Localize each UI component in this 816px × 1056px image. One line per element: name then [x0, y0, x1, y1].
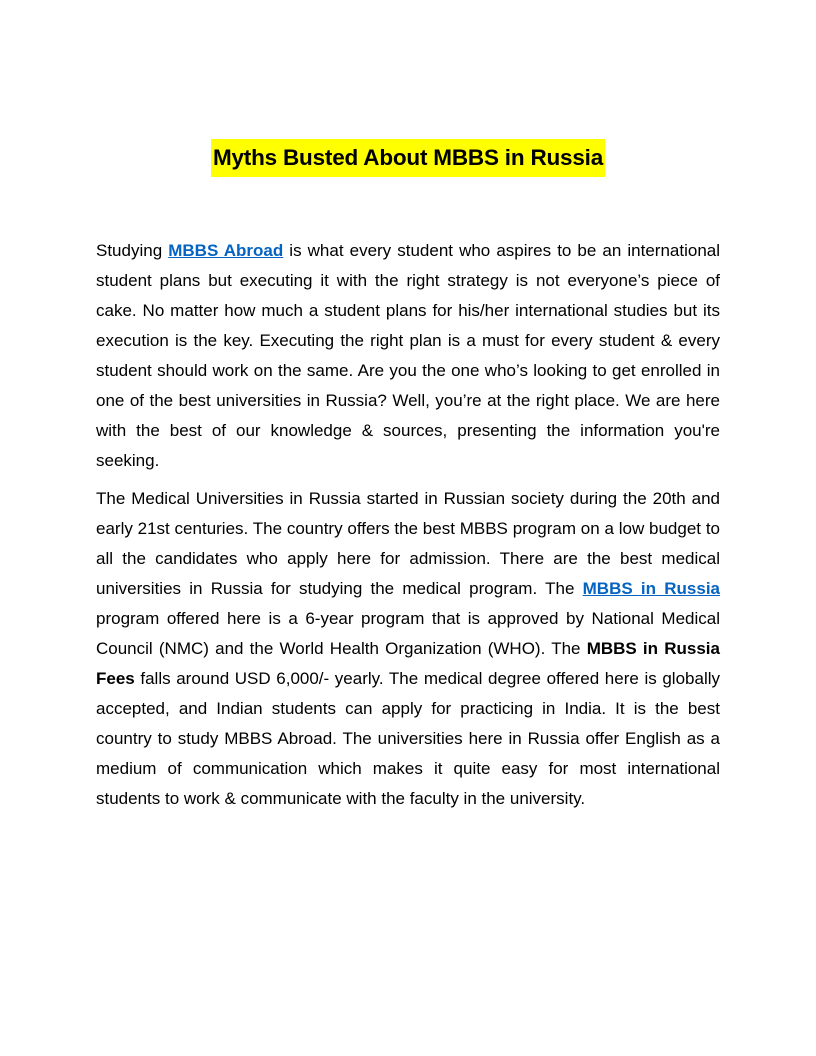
mbbs-in-russia-link[interactable]: MBBS in Russia	[582, 579, 720, 598]
paragraph-intro-text-start: Studying	[96, 241, 169, 260]
paragraph-universities-text-start: The Medical Universities in Russia started in Russian society during the 20th and early 21st centuries. The country offers the best MBBS program on a low budget to all the candidates who apply here for admission. There are the best medical universities in Russia for studying the medical program. The	[96, 489, 720, 598]
paragraph-intro	[96, 236, 720, 476]
paragraph-universities-text-end: falls around USD 6,000/- yearly. The medical degree offered here is globally accepted, and Indian students can apply for practicing in India. It is the best country to study MBBS Abroad. The universities here in Russia offer English as a medium of communication which makes it quite easy for most international students to work & communicate with the faculty in the university.	[96, 669, 720, 808]
page-title: Myths Busted About MBBS in Russia	[211, 139, 605, 177]
paragraph-universities-text-middle: program offered here is a 6-year program that is approved by National Medical Council (NMC) and the World Health Organization (WHO). The	[96, 609, 720, 658]
paragraph-intro-text-rest: is what every student who aspires to be an international student plans but executing it with the right strategy is not everyone’s piece of cake. No matter how much a student plans for his/her international studies but its execution is the key. Executing the right plan is a must for every student & every student should work on the same. Are you the one who’s looking to get enrolled in one of the best universities in Russia? Well, you’re at the right place. We are here with the best of our knowledge & sources, presenting the information you're seeking.	[96, 241, 721, 470]
mbbs-fees-bold-text: MBBS in Russia Fees	[96, 639, 720, 688]
mbbs-abroad-link[interactable]: MBBS Abroad	[168, 241, 284, 260]
paragraph-universities	[96, 484, 720, 814]
title-wrapper	[0, 139, 816, 177]
document-body	[96, 236, 720, 822]
